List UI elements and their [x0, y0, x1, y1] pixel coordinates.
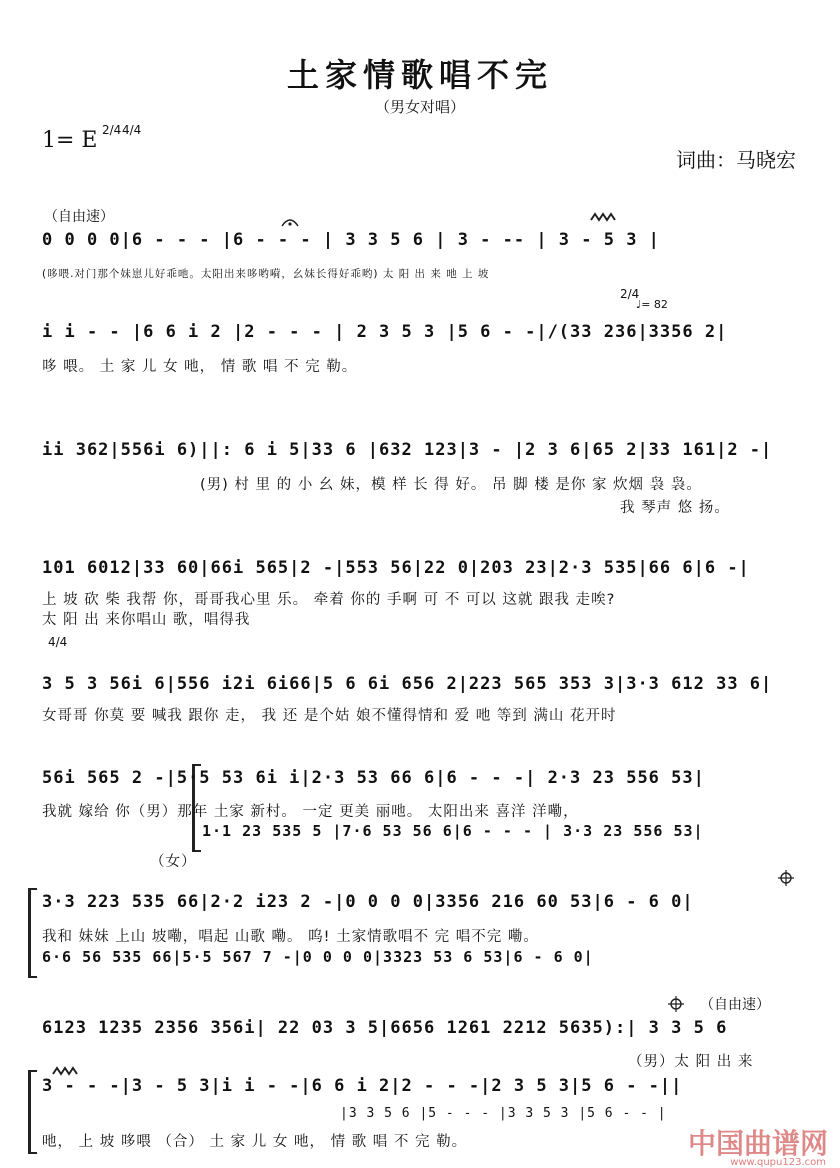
system-9-notes: 3 - - -|3 - 5 3|i i - -|6 6 i 2|2 - - -|2 3 5 3|5 6 - -|| [42, 1076, 683, 1096]
system-6-lyrics: 我就 嫁给 你（男）那年 土家 新村。 一定 更美 丽吔。 太阳出来 喜洋 洋嘞， [42, 804, 579, 820]
system-6-lower-label: （女） [150, 854, 197, 870]
system-3-lyrics-1: (男) 村 里 的 小 幺 妹，模 样 长 得 好。 吊 脚 楼 是你 家 炊烟 袅 袅。 [200, 477, 702, 493]
system-6-lower-notes: 1·1 23 535 5 |7·6 53 56 6|6 - - - | 3·3 23 556 53| [202, 822, 704, 840]
system-1-notes: 0 0 0 0|6 - - - |6 - - - | 3 3 5 6 | 3 - -- | 3 - 5 3 | [42, 230, 660, 250]
trill-icon-2 [52, 1066, 78, 1076]
watermark-logo: 中国曲谱网 [687, 1127, 828, 1160]
system-3-lyrics-2: 我 琴声 悠 扬。 [620, 500, 730, 516]
song-title: 土家情歌唱不完 [286, 56, 553, 94]
time-signature-a: 2/4 [102, 123, 122, 137]
trill-icon [590, 212, 616, 222]
tempo-free-1: （自由速） [44, 209, 114, 225]
key-signature: 1= E [42, 128, 98, 153]
coda-icon [778, 870, 794, 886]
system-3-notes: ii 362|556i 6)||: 6 i 5|33 6 |632 123|3 - |2 3 6|65 2|33 161|2 -| [42, 440, 773, 460]
system-9-lower-notes: |3 3 5 6 |5 - - - |3 3 5 3 |5 6 - - | [340, 1106, 667, 1121]
time-signature-b: 4/4 [122, 123, 142, 137]
system-8-lyrics: （男）太 阳 出 来 [628, 1054, 754, 1070]
system-6-notes: 56i 565 2 -|5·5 53 6i i|2·3 53 66 6|6 - - -| 2·3 23 556 53| [42, 768, 705, 788]
system-9-bracket [28, 1070, 37, 1154]
system-9-lyrics: 吔， 上 坡 哆喂 （合） 土 家 儿 女 吔， 情 歌 唱 不 完 勒。 [42, 1134, 468, 1150]
tempo-bpm: ♩= 82 [636, 298, 668, 311]
system-7-lower-notes: 6·6 56 535 66|5·5 567 7 -|0 0 0 0|3323 53 6 53|6 - 6 0| [42, 948, 594, 966]
watermark-url: www.qupu123.com [730, 1157, 826, 1168]
system-7-bracket [28, 888, 37, 978]
system-7-lyrics: 我和 妹妹 上山 坡嘞，唱起 山歌 嘞。 呜! 土家情歌唱不 完 唱不完 嘞。 [42, 929, 539, 945]
song-subtitle: （男女对唱） [374, 98, 465, 116]
system-5-lyrics: 女哥哥 你莫 要 喊我 跟你 走， 我 还 是个姑 娘不懂得情和 爱 吔 等到 满山 花开时 [42, 708, 617, 724]
system-4-lyrics-2: 太 阳 出 来你唱山 歌，唱得我 [42, 612, 251, 628]
system-2-lyrics: 哆 喂。 土 家 儿 女 吔， 情 歌 唱 不 完 勒。 [42, 359, 358, 375]
system-8-notes: 6123 1235 2356 356i| 22 03 3 5|6656 1261 2212 5635):| 3 3 5 6 [42, 1018, 728, 1038]
system-2-notes: i i - - |6 6 i 2 |2 - - - | 2 3 5 3 |5 6 - -|/(33 236|3356 2| [42, 322, 728, 342]
fermata-icon [280, 214, 300, 228]
composer: 词曲：马晓宏 [676, 148, 796, 172]
tempo-free-2: （自由速） [700, 997, 770, 1013]
system-4-lyrics-1: 上 坡 砍 柴 我帮 你，哥哥我心里 乐。 牵着 你的 手啊 可 不 可以 这就 跟我 走唉? [42, 592, 616, 608]
system-5-notes: 3 5 3 56i 6|556 i2i 6i66|5 6 6i 656 2|223 565 353 3|3·3 612 33 6| [42, 674, 773, 694]
meter-change: 4/4 [48, 635, 68, 649]
system-7-notes: 3·3 223 535 66|2·2 i23 2 -|0 0 0 0|3356 216 60 53|6 - 6 0| [42, 892, 694, 912]
coda-icon-2 [668, 996, 684, 1012]
bpm-meter: 2/4 [620, 287, 640, 301]
system-1-lyrics: (哆喂.对门那个妹崽儿好乖吔。太阳出来哆哟嗬，幺妹长得好乖哟) 太 阳 出 来 吔 上 坡 [42, 268, 490, 280]
system-4-notes: 101 6012|33 60|66i 565|2 -|553 56|22 0|203 23|2·3 535|66 6|6 -| [42, 558, 750, 578]
